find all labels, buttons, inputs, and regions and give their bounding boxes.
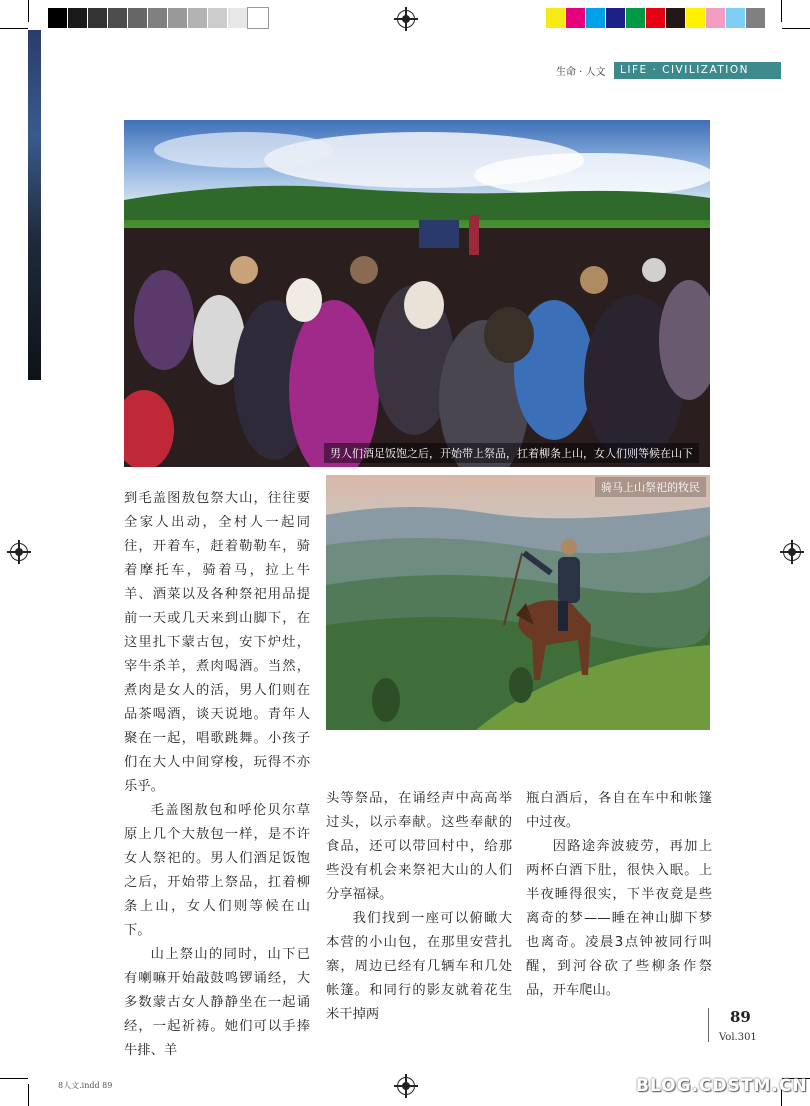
color-swatch <box>168 8 188 28</box>
registration-mark-bottom <box>397 1077 415 1095</box>
color-swatch <box>128 8 148 28</box>
paragraph: 山上祭山的同时，山下已有喇嘛开始敲鼓鸣锣诵经，大多数蒙古女人静静坐在一起诵经，一起祈祷。她们可以手捧牛排、羊 <box>124 947 310 1058</box>
color-swatch <box>148 8 168 28</box>
folio-rule <box>708 1008 709 1042</box>
section-label-en: LIFE · CIVILIZATION <box>614 62 781 79</box>
paragraph: 到毛盖图敖包祭大山，往往要全家人出动，全村人一起同往，开着车，赶着勒勒车，骑着摩托车，骑着马，拉上牛羊、酒菜以及各种祭祀用品提前一天或几天来到山脚下，在这里扎下蒙古包，安下炉灶，宰牛杀羊，煮肉喝酒。当然，煮肉是女人的活，男人们则在品茶喝酒，谈天说地。青年人聚在一起，唱歌跳舞。小孩子们在大人中间穿梭，玩得不亦乐乎。 <box>124 491 310 794</box>
crop-mark <box>28 0 29 22</box>
paragraph: 毛盖图敖包和呼伦贝尔草原上几个大敖包一样，是不许女人祭祀的。男人们酒足饭饱之后，开始带上祭品，扛着柳条上山，女人们则等候在山下。 <box>124 803 310 938</box>
color-swatch <box>706 8 726 28</box>
paragraph: 瓶白酒后，各自在车中和帐篷中过夜。 <box>526 791 712 830</box>
color-swatch <box>546 8 566 28</box>
color-swatch <box>726 8 746 28</box>
color-swatch <box>188 8 208 28</box>
color-swatch <box>626 8 646 28</box>
registration-mark-right <box>783 543 801 561</box>
right-photo-caption: 骑马上山祭祀的牧民 <box>595 477 706 497</box>
color-swatch <box>68 8 88 28</box>
color-swatch <box>606 8 626 28</box>
color-swatch <box>586 8 606 28</box>
indd-file-info: 8人文.indd 89 <box>58 1081 113 1090</box>
grayscale-bar <box>48 8 268 28</box>
top-photo-caption: 男人们酒足饭饱之后，开始带上祭品，扛着柳条上山，女人们则等候在山下 <box>324 443 699 463</box>
herdsman-horse-photo <box>326 475 710 730</box>
volume-label: Vol.301 <box>719 1032 757 1043</box>
registration-mark-top <box>397 10 415 28</box>
color-swatch <box>746 8 766 28</box>
ceremony-crowd-photo <box>124 120 710 467</box>
crop-mark <box>0 1078 28 1079</box>
page-number: 89 <box>730 1008 751 1026</box>
color-swatch <box>646 8 666 28</box>
body-column-1 <box>124 487 310 1063</box>
color-swatch <box>248 8 268 28</box>
section-label-cn: 生命 · 人文 <box>556 67 606 78</box>
crop-mark <box>28 1084 29 1106</box>
crop-mark <box>782 28 810 29</box>
paragraph: 我们找到一座可以俯瞰大本营的小山包，在那里安营扎寨，周边已经有几辆车和几处帐篷。和同行的影友就着花生米干掉两 <box>326 911 512 1022</box>
registration-mark-left <box>10 543 28 561</box>
crop-mark <box>0 28 28 29</box>
color-bar <box>546 8 766 28</box>
color-swatch <box>566 8 586 28</box>
color-swatch <box>48 8 68 28</box>
color-swatch <box>208 8 228 28</box>
facing-page-bleed <box>28 30 41 380</box>
landscape-illustration <box>326 475 710 730</box>
site-watermark: BLOG.CDSTM.CN <box>636 1076 808 1096</box>
color-swatch <box>228 8 248 28</box>
color-swatch <box>666 8 686 28</box>
crowd-illustration <box>124 120 710 467</box>
paragraph: 因路途奔波疲劳，再加上两杯白酒下肚，很快入眠。上半夜睡得很实，下半夜竟是些离奇的梦——睡在神山脚下梦也离奇。凌晨3点钟被同行叫醒，到河谷砍了些柳条作祭品，开车爬山。 <box>526 839 712 998</box>
body-column-2 <box>326 787 512 1027</box>
color-swatch <box>108 8 128 28</box>
paragraph: 头等祭品，在诵经声中高高举过头，以示奉献。这些奉献的食品，还可以带回村中，给那些没有机会来祭祀大山的人们分享福禄。 <box>326 791 512 902</box>
body-column-3 <box>526 787 712 1003</box>
color-swatch <box>686 8 706 28</box>
crop-mark <box>781 0 782 22</box>
color-swatch <box>88 8 108 28</box>
